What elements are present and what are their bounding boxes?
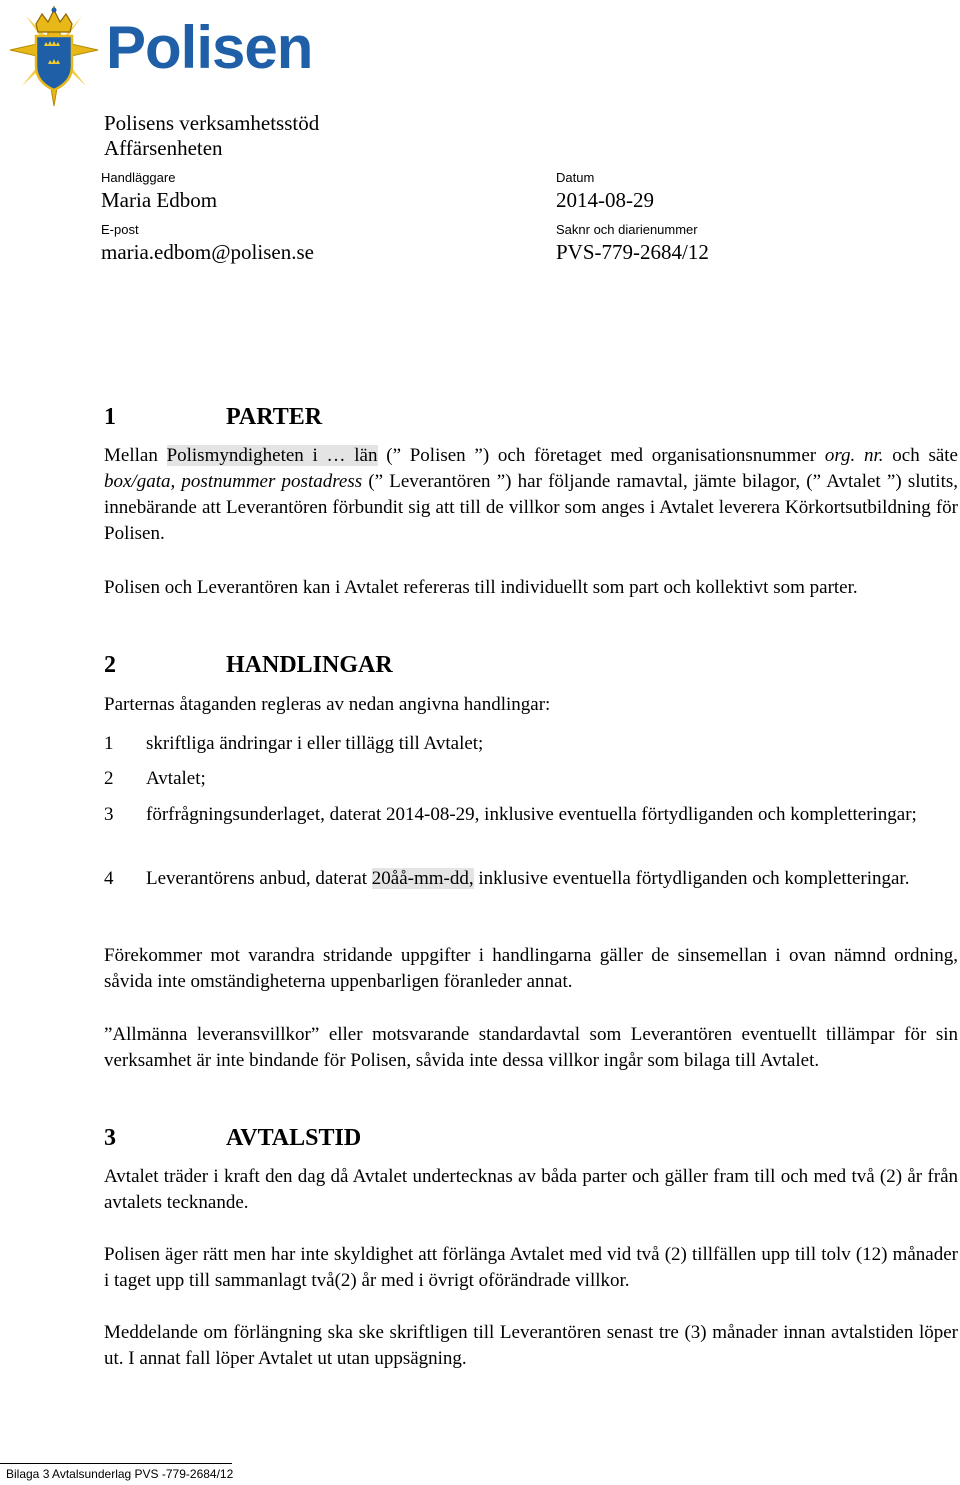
epost-label: E-post — [101, 222, 139, 237]
list-number: 1 — [104, 733, 114, 754]
list-text — [146, 866, 958, 892]
list-item — [104, 731, 958, 757]
unit-line-1: Polisens verksamhetsstöd — [104, 111, 320, 135]
list-text: förfrågningsunderlaget, daterat 2014-08-29, inklusive eventuella förtydliganden och kompletteringar; — [146, 804, 917, 825]
list-number: 2 — [104, 768, 114, 789]
unit-line-2: Affärsenheten — [104, 136, 223, 160]
datum-value: 2014-08-29 — [556, 188, 654, 212]
avtalstid-paragraph-2: Polisen äger rätt men har inte skyldighet att förlänga Avtalet med vid två (2) tillfällen upp till tolv (12) månader i taget upp till sammanlagt två(2) år med i övrigt oförändrade villkor. — [104, 1244, 958, 1291]
section-title: HANDLINGAR — [226, 652, 393, 678]
placeholder-authority: Polismyndigheten i … län — [166, 445, 378, 466]
saknr-value: PVS-779-2684/12 — [556, 240, 709, 264]
saknr-label: Saknr och diarienummer — [556, 222, 698, 237]
section-number: 2 — [104, 652, 116, 678]
list-number: 3 — [104, 804, 114, 825]
section-title: AVTALSTID — [226, 1125, 362, 1151]
text-run: (” Leverantören ”) har följande ramavtal, jämte bilagor, (” Avtalet ”) slutits, innebärande att Leverantören förbundit sig att till de villkor som anges i Avtalet leverera Körkortsutbildning för Polisen. — [104, 471, 958, 544]
text-run: (” Polisen ”) och företaget med organisationsnummer — [377, 445, 825, 466]
handlaggare-label: Handläggare — [101, 170, 176, 185]
footer-text: Bilaga 3 Avtalsunderlag PVS -779-2684/12 — [6, 1467, 234, 1481]
section-title: PARTER — [226, 404, 323, 430]
section-number: 3 — [104, 1125, 116, 1151]
handlingar-intro: Parternas åtaganden regleras av nedan angivna handlingar: — [104, 694, 551, 715]
parter-reference-paragraph: Polisen och Leverantören kan i Avtalet refereras till individuellt som part och kollektivt som parter. — [104, 577, 858, 598]
section-number: 1 — [104, 404, 116, 430]
handlaggare-value: Maria Edbom — [101, 188, 218, 212]
avtalstid-paragraph-1: Avtalet träder i kraft den dag då Avtalet undertecknas av båda parter och gäller fram till och med två (2) år från avtalets tecknande. — [104, 1166, 958, 1213]
text-run: och säte — [883, 445, 958, 466]
terms-paragraph: ”Allmänna leveransvillkor” eller motsvarande standardavtal som Leverantören eventuellt tillämpar för sin verksamhet är inte bindande för Polisen, såvida inte dessa villkor ingår som bilaga till Avtalet. — [104, 1024, 958, 1071]
list-item — [104, 766, 958, 792]
placeholder-org-nr: org. nr. — [824, 445, 884, 466]
text-run: Leverantörens anbud, daterat — [146, 868, 372, 889]
list-item — [104, 802, 958, 828]
list-number: 4 — [104, 868, 114, 889]
datum-label: Datum — [556, 170, 595, 185]
logo-wordmark: Polisen — [106, 14, 313, 81]
parter-paragraph — [104, 443, 958, 547]
placeholder-address: box/gata, postnummer postadress — [104, 471, 363, 492]
section-1-heading — [104, 403, 504, 433]
footer-divider — [0, 1463, 232, 1464]
text-run: Mellan — [104, 445, 167, 466]
conflict-paragraph: Förekommer mot varandra stridande uppgifter i handlingarna gäller de sinsemellan i ovan nämnd ordning, såvida inte omständigheterna uppenbarligen föranleder annat. — [104, 945, 958, 992]
text-run: inklusive eventuella förtydliganden och kompletteringar. — [473, 868, 910, 889]
organisation-unit — [104, 111, 319, 161]
police-emblem-icon — [6, 2, 102, 112]
list-text: Avtalet; — [146, 768, 206, 789]
list-text: skriftliga ändringar i eller tillägg till Avtalet; — [146, 733, 484, 754]
list-item — [104, 866, 958, 892]
avtalstid-paragraph-3: Meddelande om förlängning ska ske skriftligen till Leverantören senast tre (3) månader innan avtalstiden löper ut. I annat fall löper Avtalet ut utan uppsägning. — [104, 1322, 958, 1369]
polisen-logo — [6, 2, 316, 114]
epost-value: maria.edbom@polisen.se — [101, 240, 314, 264]
section-2-heading — [104, 651, 504, 681]
placeholder-date: 20åå-mm-dd, — [371, 868, 474, 889]
section-3-heading — [104, 1124, 504, 1154]
